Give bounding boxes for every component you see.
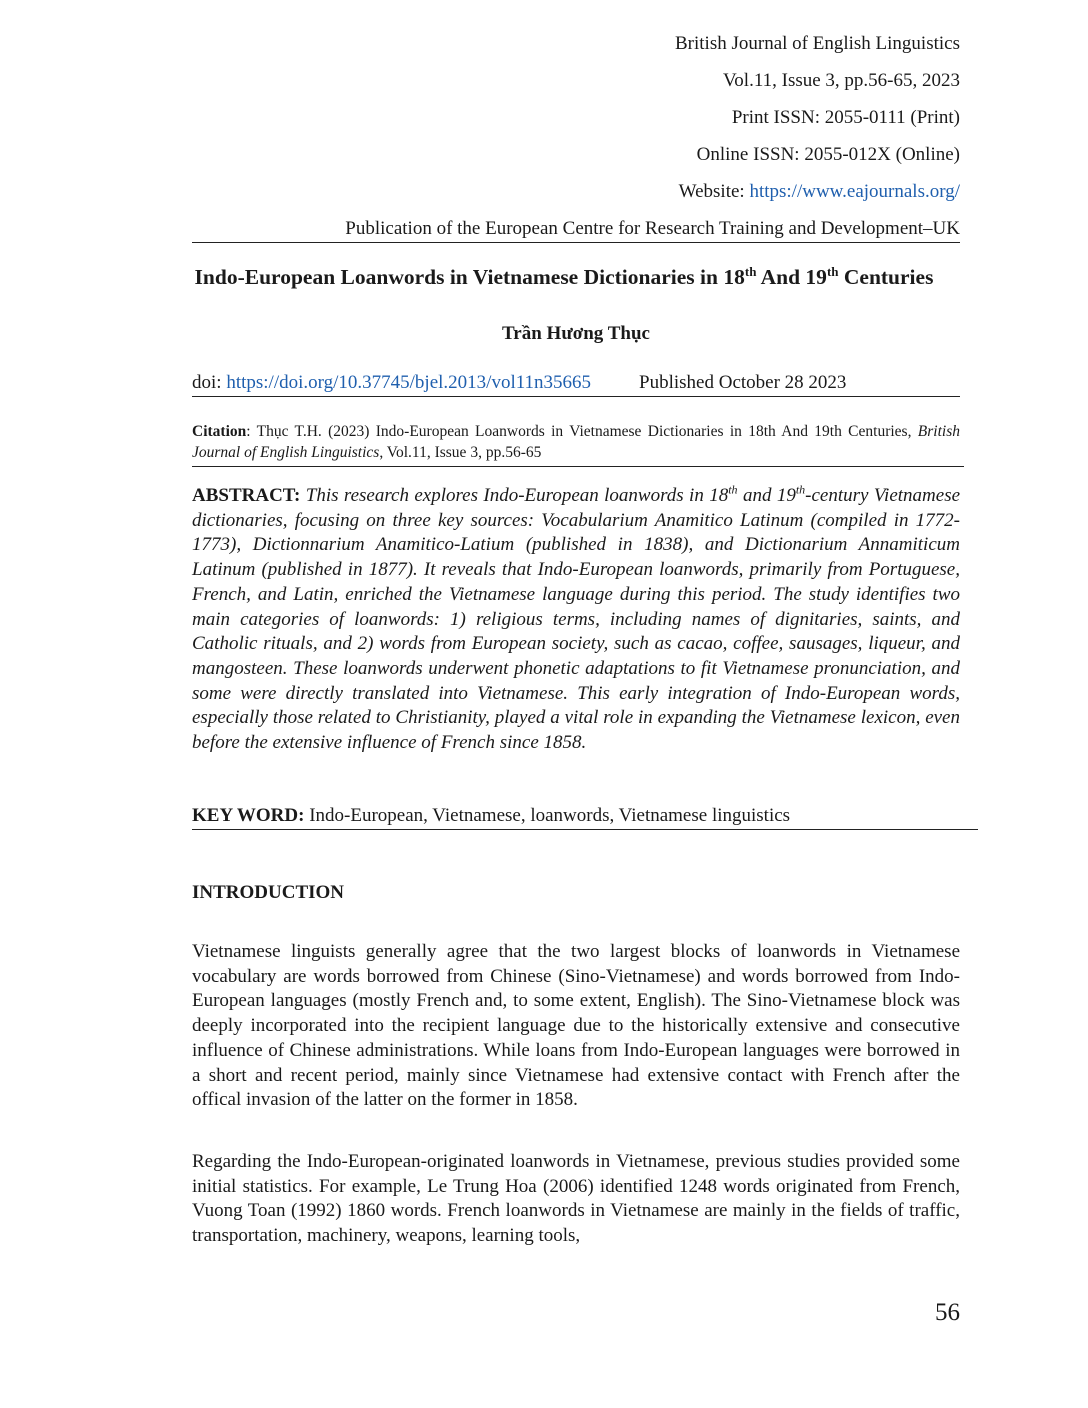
keywords-text: Indo-European, Vietnamese, loanwords, Vietnamese linguistics xyxy=(304,805,791,826)
website-link[interactable]: https://www.eajournals.org/ xyxy=(749,181,960,202)
page-number: 56 xyxy=(935,1299,960,1326)
intro-paragraph-1: Vietnamese linguists generally agree that the two largest blocks of loanwords in Vietnamese vocabulary are words borrowed from Chinese (Sino-Vietnamese) and words borrowed from Indo-European languages (mostly French and, to some extent, English). The Sino-Vietnamese block was deeply incorporated into the recipient language due to the historically extensive and consecutive influence of Chinese administrations. While loans from Indo-European languages were borrowed in a short and recent period, mainly since Vietnamese had extensive contact with French after the offical invasion of the latter on the former in 1858. xyxy=(192,941,960,1111)
abstract-text-3: -century Vietnamese dictionaries, focusing on three key sources: Vocabularium Anamitico Latinum (compiled in 1772-1773), Dictionnarium Anamitico-Latium (published in 1838), and Dictionarium Annamiticum Latinum (published in 1877). It reveals that Indo-European loanwords, primarily from Portuguese, French, and Latin, enriched the Vietnamese language during this period. The study identifies two main categories of loanwords: 1) religious terms, including names of dignitaries, saints, and Catholic rituals, and 2) words from European society, such as cacao, coffee, sausages, liqueur, and mangosteen. These loanwords underwent phonetic adaptations to fit Vietnamese pronunciation, and some were directly translated into Vietnamese. This early integration of Indo-European words, especially those related to Christianity, played a vital role in expanding the Vietnamese lexicon, even before the extensive influence of French since 1858. xyxy=(192,485,961,754)
title-part-3: Centuries xyxy=(838,265,934,290)
article-title xyxy=(180,257,948,292)
online-issn: Online ISSN: 2055-012X (Online) xyxy=(696,144,960,165)
print-issn: Print ISSN: 2055-0111 (Print) xyxy=(731,107,960,128)
citation-journal: British Journal of English Linguistics xyxy=(192,423,960,461)
abstract-label: ABSTRACT: xyxy=(192,485,301,506)
intro-paragraph-2: Regarding the Indo-European-originated loanwords in Vietnamese, previous studies provided some initial statistics. For example, Le Trung Hoa (2006) identified 1248 words originated from French, Vuong Toan (1992) 1860 words. French loanwords in Vietnamese are mainly in the fields of traffic, transportation, machinery, weapons, learning tools, xyxy=(192,1151,960,1247)
title-sup-2: th xyxy=(826,264,839,279)
doi-link[interactable]: https://doi.org/10.37745/bjel.2013/vol11n35665 xyxy=(226,372,592,393)
abstract-sup-1: th xyxy=(728,482,738,497)
abstract-sup-2: th xyxy=(795,482,806,497)
website-line xyxy=(679,181,960,203)
citation-label: Citation xyxy=(192,423,247,440)
abstract-text-1: This research explores Indo-European loanwords in 18 xyxy=(300,485,729,506)
abstract-text-2: and 19 xyxy=(737,485,796,506)
publisher-line: Publication of the European Centre for Research Training and Development–UK xyxy=(192,218,960,243)
keywords-label: KEY WORD: xyxy=(192,805,305,826)
doi-line xyxy=(192,372,960,397)
abstract-block xyxy=(192,484,960,756)
title-sup-1: th xyxy=(744,264,757,279)
author-name: Trần Hương Thục xyxy=(502,323,650,344)
doi-label: doi: xyxy=(192,372,227,393)
journal-name: British Journal of English Linguistics xyxy=(675,33,960,54)
citation-divider xyxy=(192,466,964,467)
title-part-2: And 19 xyxy=(756,265,827,290)
citation-text-2: , Vol.11, Issue 3, pp.56-65 xyxy=(379,444,542,461)
website-label: Website: xyxy=(678,181,750,202)
section-heading-introduction: INTRODUCTION xyxy=(192,882,345,903)
keywords-line xyxy=(192,805,978,830)
citation-block xyxy=(192,421,960,463)
published-date: Published October 28 2023 xyxy=(639,372,847,393)
citation-text-1: : Thục T.H. (2023) Indo-European Loanwords in Vietnamese Dictionaries in 18th And 19th Centuries, xyxy=(246,423,918,440)
title-part-1: Indo-European Loanwords in Vietnamese Dictionaries in 18 xyxy=(194,265,745,290)
journal-volume: Vol.11, Issue 3, pp.56-65, 2023 xyxy=(723,70,960,91)
